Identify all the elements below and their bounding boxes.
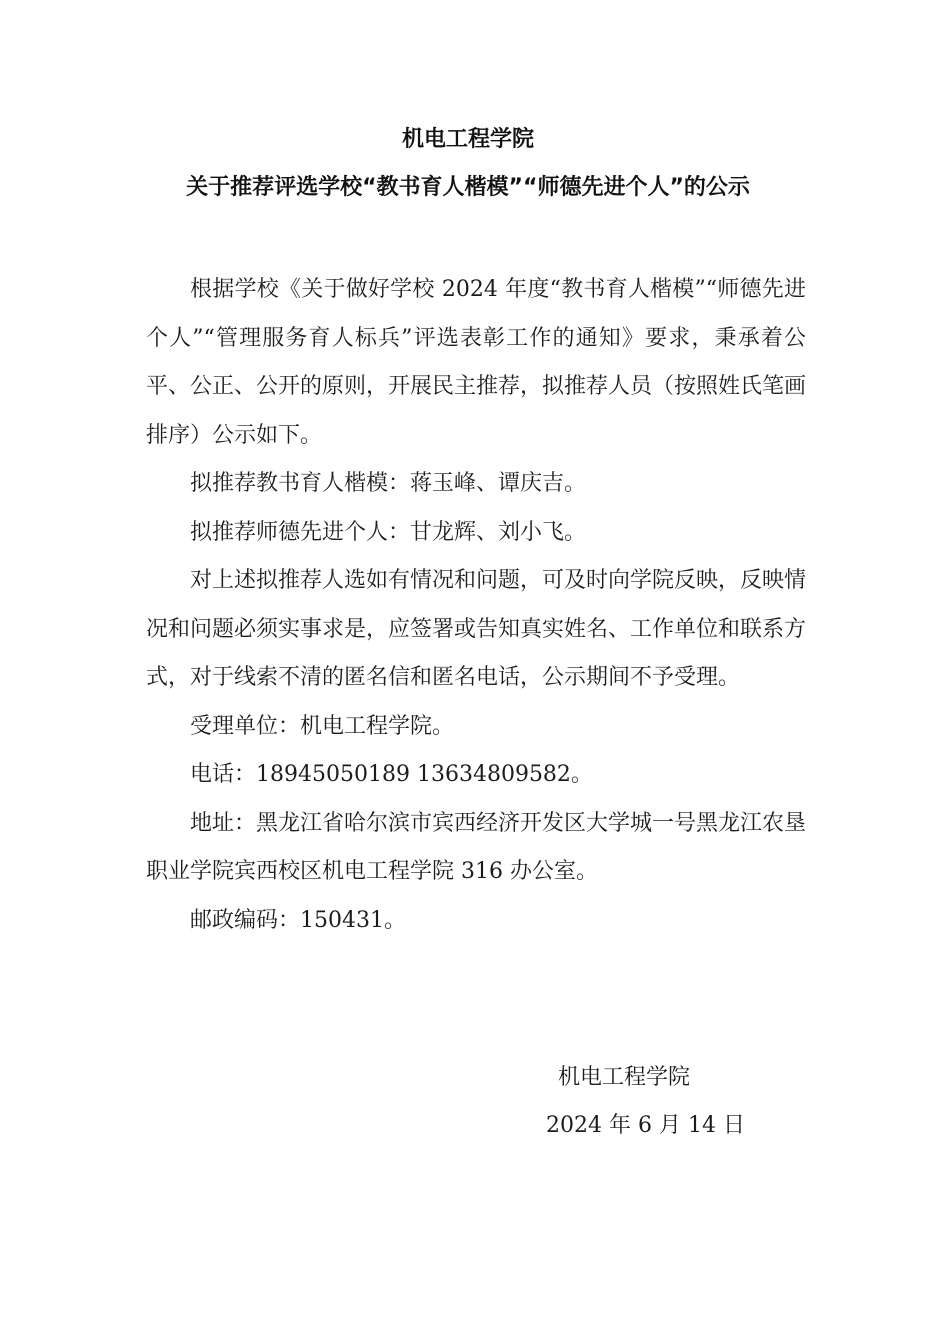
document-title: 关于推荐评选学校“教书育人楷模”“师德先进个人”的公示: [186, 175, 750, 200]
paragraph-basis: 根据学校《关于做好学校 2024 年度“教书育人楷模”“师德先进个人”“管理服务育人标兵”评选表彰工作的通知》要求，秉承着公平、公正、公开的原则，开展民主推荐，拟推荐人员（按照姓氏笔画排序）公示如下。: [146, 277, 807, 448]
paragraph-ethics-individual: 拟推荐师德先进个人：甘龙辉、刘小飞。: [190, 519, 587, 545]
paragraph-feedback: 对上述拟推荐人选如有情况和问题，可及时向学院反映，反映情况和问题必须实事求是，应签署或告知真实姓名、工作单位和联系方式，对于线索不清的匿名信和匿名电话，公示期间不予受理。: [146, 568, 807, 690]
paragraph-phone: 电话：18945050189 13634809582。: [190, 762, 593, 787]
document-unit-heading: 机电工程学院: [401, 127, 534, 152]
paragraph-teaching-model: 拟推荐教书育人楷模：蒋玉峰、谭庆吉。: [190, 471, 587, 496]
paragraph-receiving-unit: 受理单位：机电工程学院。: [190, 713, 455, 739]
paragraph-address: 地址：黑龙江省哈尔滨市宾西经济开发区大学城一号黑龙江农垦职业学院宾西校区机电工程学院 316 办公室。: [146, 810, 807, 884]
document-body: [146, 266, 806, 945]
signature-date: 2024 年 6 月 14 日: [546, 1113, 745, 1138]
signature-unit: 机电工程学院: [558, 1065, 691, 1090]
paragraph-postcode: 邮政编码：150431。: [190, 907, 406, 933]
